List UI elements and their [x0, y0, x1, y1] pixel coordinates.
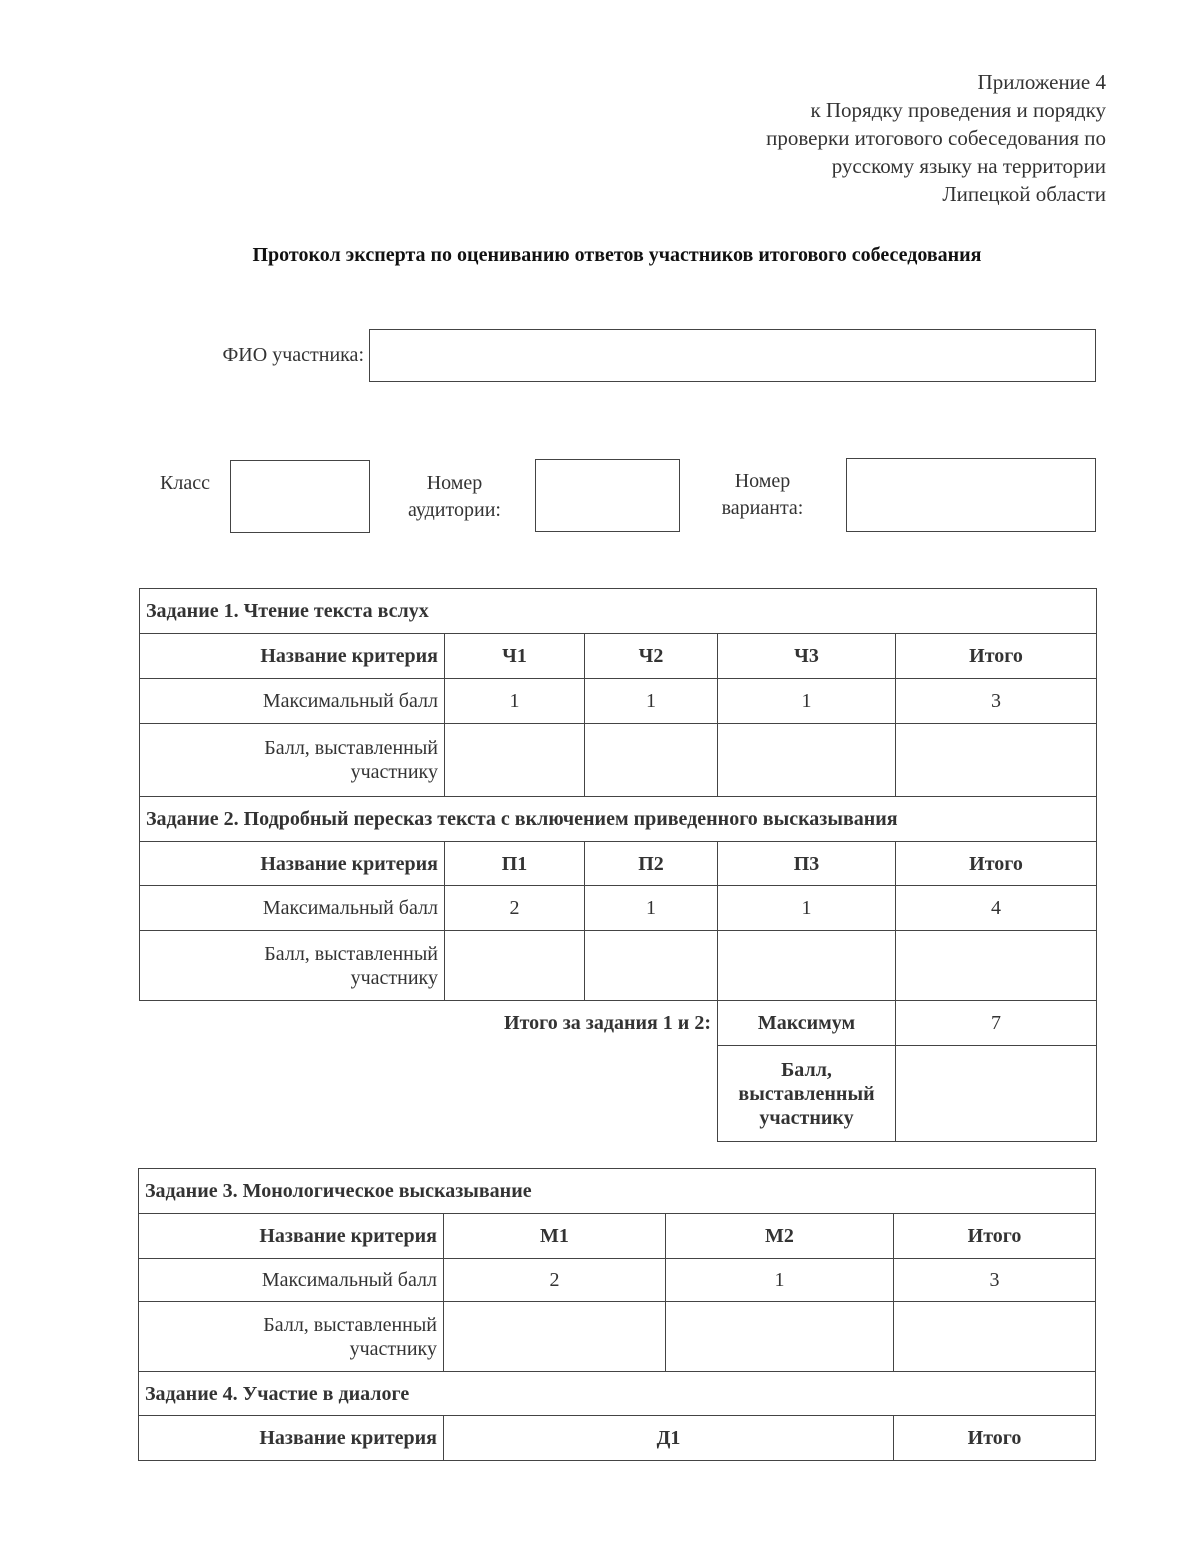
given-score-label — [139, 1302, 444, 1372]
table-row — [139, 1214, 1096, 1259]
table-row — [139, 1259, 1096, 1302]
max-score-label: Максимальный балл — [139, 1259, 444, 1302]
total-max-label: Максимум — [718, 1001, 896, 1046]
criteria-header: Название критерия — [140, 634, 445, 679]
table-row — [140, 931, 1097, 1001]
column-header: Д1 — [444, 1416, 894, 1461]
given-score-cell[interactable] — [445, 724, 585, 797]
max-score-label: Максимальный балл — [140, 886, 445, 931]
max-score-cell: 4 — [896, 886, 1097, 931]
max-score-cell: 1 — [666, 1259, 894, 1302]
given-score-cell[interactable] — [585, 724, 718, 797]
table-row — [140, 842, 1097, 886]
given-score-cell[interactable] — [896, 931, 1097, 1001]
table-row — [140, 886, 1097, 931]
table-row — [140, 724, 1097, 797]
table-row — [140, 1001, 1097, 1046]
spacer-cell — [140, 1046, 718, 1142]
column-header: Итого — [894, 1214, 1096, 1259]
column-header: Итого — [894, 1416, 1096, 1461]
column-header: Ч1 — [445, 634, 585, 679]
total-given-label-line: выставленный — [738, 1082, 875, 1105]
column-header: Итого — [896, 634, 1097, 679]
total-given-label-line: участнику — [759, 1106, 854, 1129]
max-score-cell: 3 — [894, 1259, 1096, 1302]
task1-title: Задание 1. Чтение текста вслух — [140, 589, 1097, 634]
total-given-label — [718, 1046, 896, 1142]
column-header: Ч3 — [718, 634, 896, 679]
max-score-cell: 3 — [896, 679, 1097, 724]
appendix-note — [626, 68, 1106, 208]
task2-title: Задание 2. Подробный пересказ текста с включением приведенного высказывания — [140, 797, 1097, 842]
max-score-cell: 1 — [718, 886, 896, 931]
room-label-line: Номер — [426, 472, 483, 494]
table-row — [140, 634, 1097, 679]
tasks-3-4-table — [138, 1168, 1096, 1461]
tasks-1-2-table — [139, 588, 1097, 1142]
max-score-cell: 1 — [445, 679, 585, 724]
given-score-cell[interactable] — [445, 931, 585, 1001]
criteria-header: Название критерия — [139, 1416, 444, 1461]
given-score-label-line: Балл, выставленный — [263, 1313, 437, 1336]
table-row — [139, 1302, 1096, 1372]
table-row — [140, 797, 1097, 842]
table-row — [140, 589, 1097, 634]
room-label — [392, 470, 517, 524]
column-header: Итого — [896, 842, 1097, 886]
given-score-label-line: участнику — [349, 1337, 437, 1360]
column-header: П2 — [585, 842, 718, 886]
room-field[interactable] — [535, 459, 680, 532]
variant-label — [700, 468, 825, 522]
given-score-label-line: участнику — [350, 966, 438, 989]
fio-label: ФИО участника: — [222, 344, 364, 366]
given-score-cell[interactable] — [666, 1302, 894, 1372]
appendix-line: к Порядку проведения и порядку — [810, 98, 1106, 122]
max-score-cell: 1 — [718, 679, 896, 724]
max-score-cell: 2 — [445, 886, 585, 931]
criteria-header: Название критерия — [139, 1214, 444, 1259]
appendix-line: русскому языку на территории — [831, 154, 1106, 178]
given-score-label — [140, 724, 445, 797]
variant-label-line: варианта: — [721, 497, 804, 519]
variant-field[interactable] — [846, 458, 1096, 532]
class-field[interactable] — [230, 460, 370, 533]
max-score-cell: 2 — [444, 1259, 666, 1302]
total-1-2-label: Итого за задания 1 и 2: — [504, 1012, 711, 1035]
given-score-cell[interactable] — [894, 1302, 1096, 1372]
class-label: Класс — [160, 472, 210, 494]
given-score-cell[interactable] — [718, 724, 896, 797]
fio-field[interactable] — [369, 329, 1096, 382]
total-max-value: 7 — [896, 1001, 1097, 1046]
column-header: П3 — [718, 842, 896, 886]
criteria-header: Название критерия — [140, 842, 445, 886]
total-given-label-line: Балл, — [781, 1058, 832, 1081]
given-score-label — [140, 931, 445, 1001]
appendix-line: Приложение 4 — [977, 70, 1106, 94]
max-score-cell: 1 — [585, 679, 718, 724]
given-score-cell[interactable] — [896, 724, 1097, 797]
table-row — [139, 1169, 1096, 1214]
max-score-label: Максимальный балл — [140, 679, 445, 724]
variant-label-line: Номер — [734, 470, 791, 492]
column-header: П1 — [445, 842, 585, 886]
column-header: М2 — [666, 1214, 894, 1259]
given-score-label-line: Балл, выставленный — [264, 942, 438, 965]
appendix-line: проверки итогового собеседования по — [766, 126, 1106, 150]
column-header: Ч2 — [585, 634, 718, 679]
page-title: Протокол эксперта по оцениванию ответов участников итогового собеседования — [252, 244, 982, 266]
appendix-line: Липецкой области — [942, 182, 1106, 206]
given-score-cell[interactable] — [718, 931, 896, 1001]
table-row — [140, 1046, 1097, 1142]
column-header: М1 — [444, 1214, 666, 1259]
given-score-cell[interactable] — [444, 1302, 666, 1372]
table-row — [139, 1416, 1096, 1461]
given-score-label-line: участнику — [350, 761, 438, 783]
table-row — [140, 679, 1097, 724]
total-given-cell[interactable] — [896, 1046, 1097, 1142]
task3-title: Задание 3. Монологическое высказывание — [139, 1169, 1096, 1214]
task4-title: Задание 4. Участие в диалоге — [139, 1372, 1096, 1416]
given-score-cell[interactable] — [585, 931, 718, 1001]
max-score-cell: 1 — [585, 886, 718, 931]
given-score-label-line: Балл, выставленный — [264, 737, 438, 759]
room-label-line: аудитории: — [408, 499, 501, 521]
table-row — [139, 1372, 1096, 1416]
